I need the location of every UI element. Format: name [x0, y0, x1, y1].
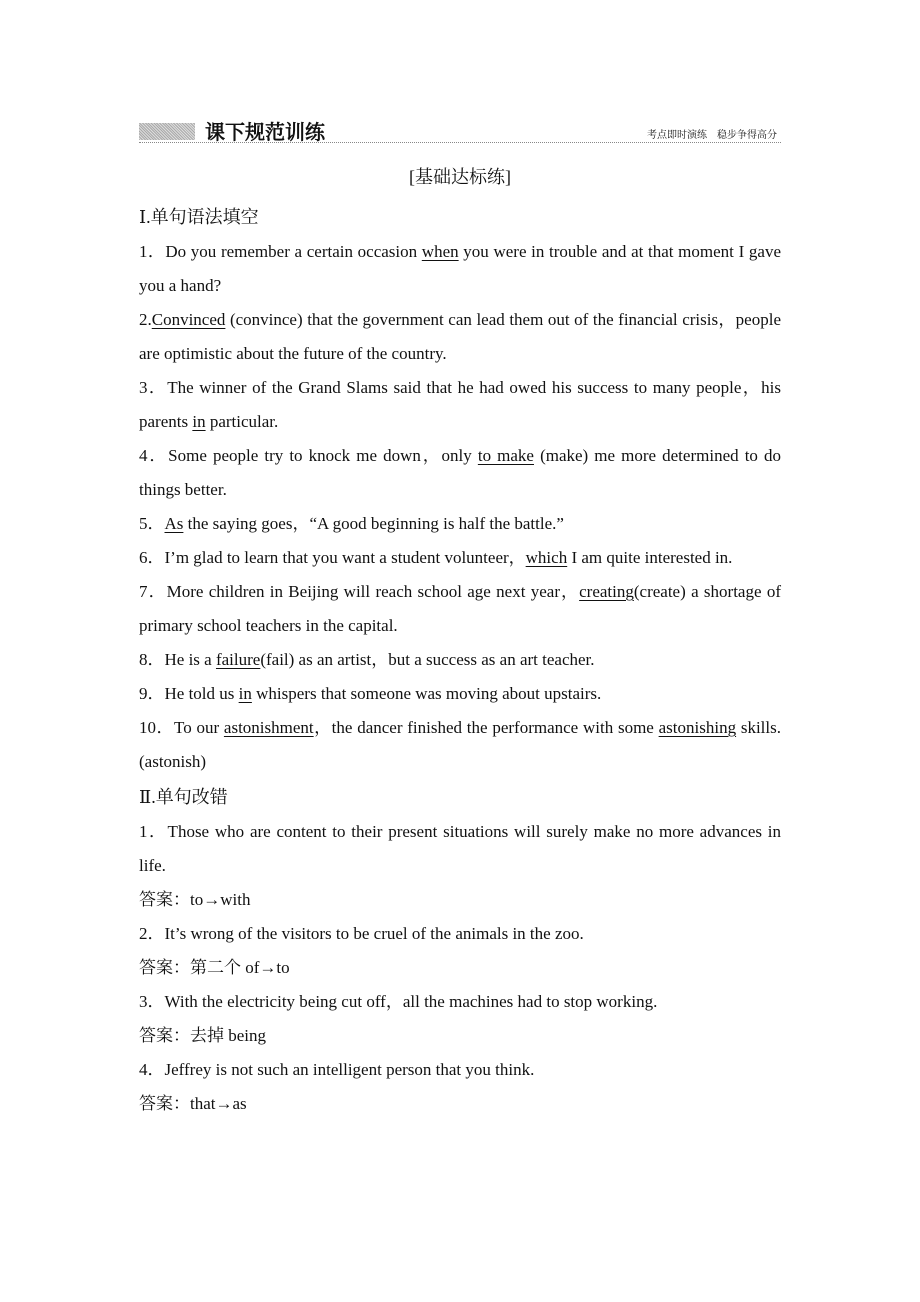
item-text: 2．It’s wrong of the visitors to be cruel of the animals in the zoo.: [139, 924, 584, 943]
item-text: 答案：去掉 being: [139, 1026, 267, 1045]
header-title: 课下规范训练: [205, 120, 325, 144]
answer-blank: failure: [215, 650, 261, 669]
exercise-item: [139, 917, 781, 951]
exercise-item: [139, 371, 781, 439]
answer-blank: astonishing: [658, 718, 737, 737]
answer-blank: in: [238, 684, 252, 703]
header-slogan: 考点即时演练 稳步争得高分: [647, 130, 777, 141]
item-text: 8．He is a: [139, 650, 216, 669]
exercise-item: [139, 951, 781, 985]
exercise-content: [139, 199, 781, 1121]
answer-blank: to make: [477, 446, 534, 465]
exercise-item: [139, 507, 781, 541]
item-text: 1．Do you remember a certain occasion: [139, 242, 422, 261]
exercise-item: [139, 985, 781, 1019]
item-text: you were in trouble and at that moment I gave you a hand?: [139, 242, 781, 295]
item-text: 1．Those who are content to their present situations will surely make no more advances in life.: [139, 822, 781, 875]
item-text: 2.: [139, 310, 152, 329]
exercise-item: [139, 235, 781, 303]
exercise-item: [139, 1087, 781, 1121]
item-text: 6．I’m glad to learn that you want a student volunteer，: [139, 548, 526, 567]
answer-blank: creating: [579, 582, 634, 601]
item-text: 9．He told us: [139, 684, 239, 703]
exercise-item: [139, 711, 781, 779]
exercise-item: [139, 1053, 781, 1087]
item-text: the saying goes，“A good beginning is half the battle.”: [183, 514, 564, 533]
exercise-item: [139, 643, 781, 677]
item-text: 4．Some people try to knock me down，only: [139, 446, 478, 465]
item-text: 3．The winner of the Grand Slams said that he had owed his success to many people，his parents: [139, 378, 781, 431]
item-text: 答案：to→with: [139, 890, 251, 909]
answer-blank: Convinced: [151, 310, 226, 329]
item-text: (make) me more determined to do things better.: [139, 446, 781, 499]
item-text: particular.: [205, 412, 279, 431]
item-text: 答案：that→as: [139, 1094, 247, 1113]
answer-blank: in: [192, 412, 206, 431]
item-text: 答案：第二个 of→to: [139, 958, 290, 977]
exercise-item: [139, 575, 781, 643]
item-text: 5．: [139, 514, 165, 533]
item-text: (convince) that the government can lead them out of the financial crisis，people are optimistic about the future of the country.: [139, 310, 781, 363]
answer-blank: when: [421, 242, 459, 261]
item-text: (fail) as an artist，but a success as an art teacher.: [260, 650, 595, 669]
item-text: I am quite interested in.: [567, 548, 733, 567]
exercise-item: [139, 303, 781, 371]
exercise-item: [139, 883, 781, 917]
item-text: 7．More children in Beijing will reach school age next year，: [139, 582, 580, 601]
exercise-item: [139, 541, 781, 575]
item-text: whispers that someone was moving about upstairs.: [251, 684, 602, 703]
subtitle: [基础达标练]: [409, 167, 511, 187]
section-header: [139, 116, 781, 143]
answer-blank: which: [525, 548, 568, 567]
exercise-item: [139, 677, 781, 711]
exercise-item: [139, 1019, 781, 1053]
item-text: (create) a shortage of primary school teachers in the capital.: [139, 582, 782, 635]
header-pattern-block: [139, 123, 195, 140]
item-text: 3．With the electricity being cut off，all the machines had to stop working.: [139, 992, 658, 1011]
item-text: 4．Jeffrey is not such an intelligent person that you think.: [139, 1060, 535, 1079]
item-text: skills.(astonish): [139, 718, 781, 771]
exercise-item: [139, 815, 781, 883]
section-heading: Ⅱ.单句改错: [139, 787, 228, 807]
answer-blank: As: [164, 514, 184, 533]
section-heading: Ⅰ.单句语法填空: [139, 207, 259, 227]
exercise-item: [139, 439, 781, 507]
item-text: 10．To our: [139, 718, 224, 737]
item-text: ，the dancer finished the performance with some: [313, 718, 659, 737]
answer-blank: astonishment: [223, 718, 314, 737]
